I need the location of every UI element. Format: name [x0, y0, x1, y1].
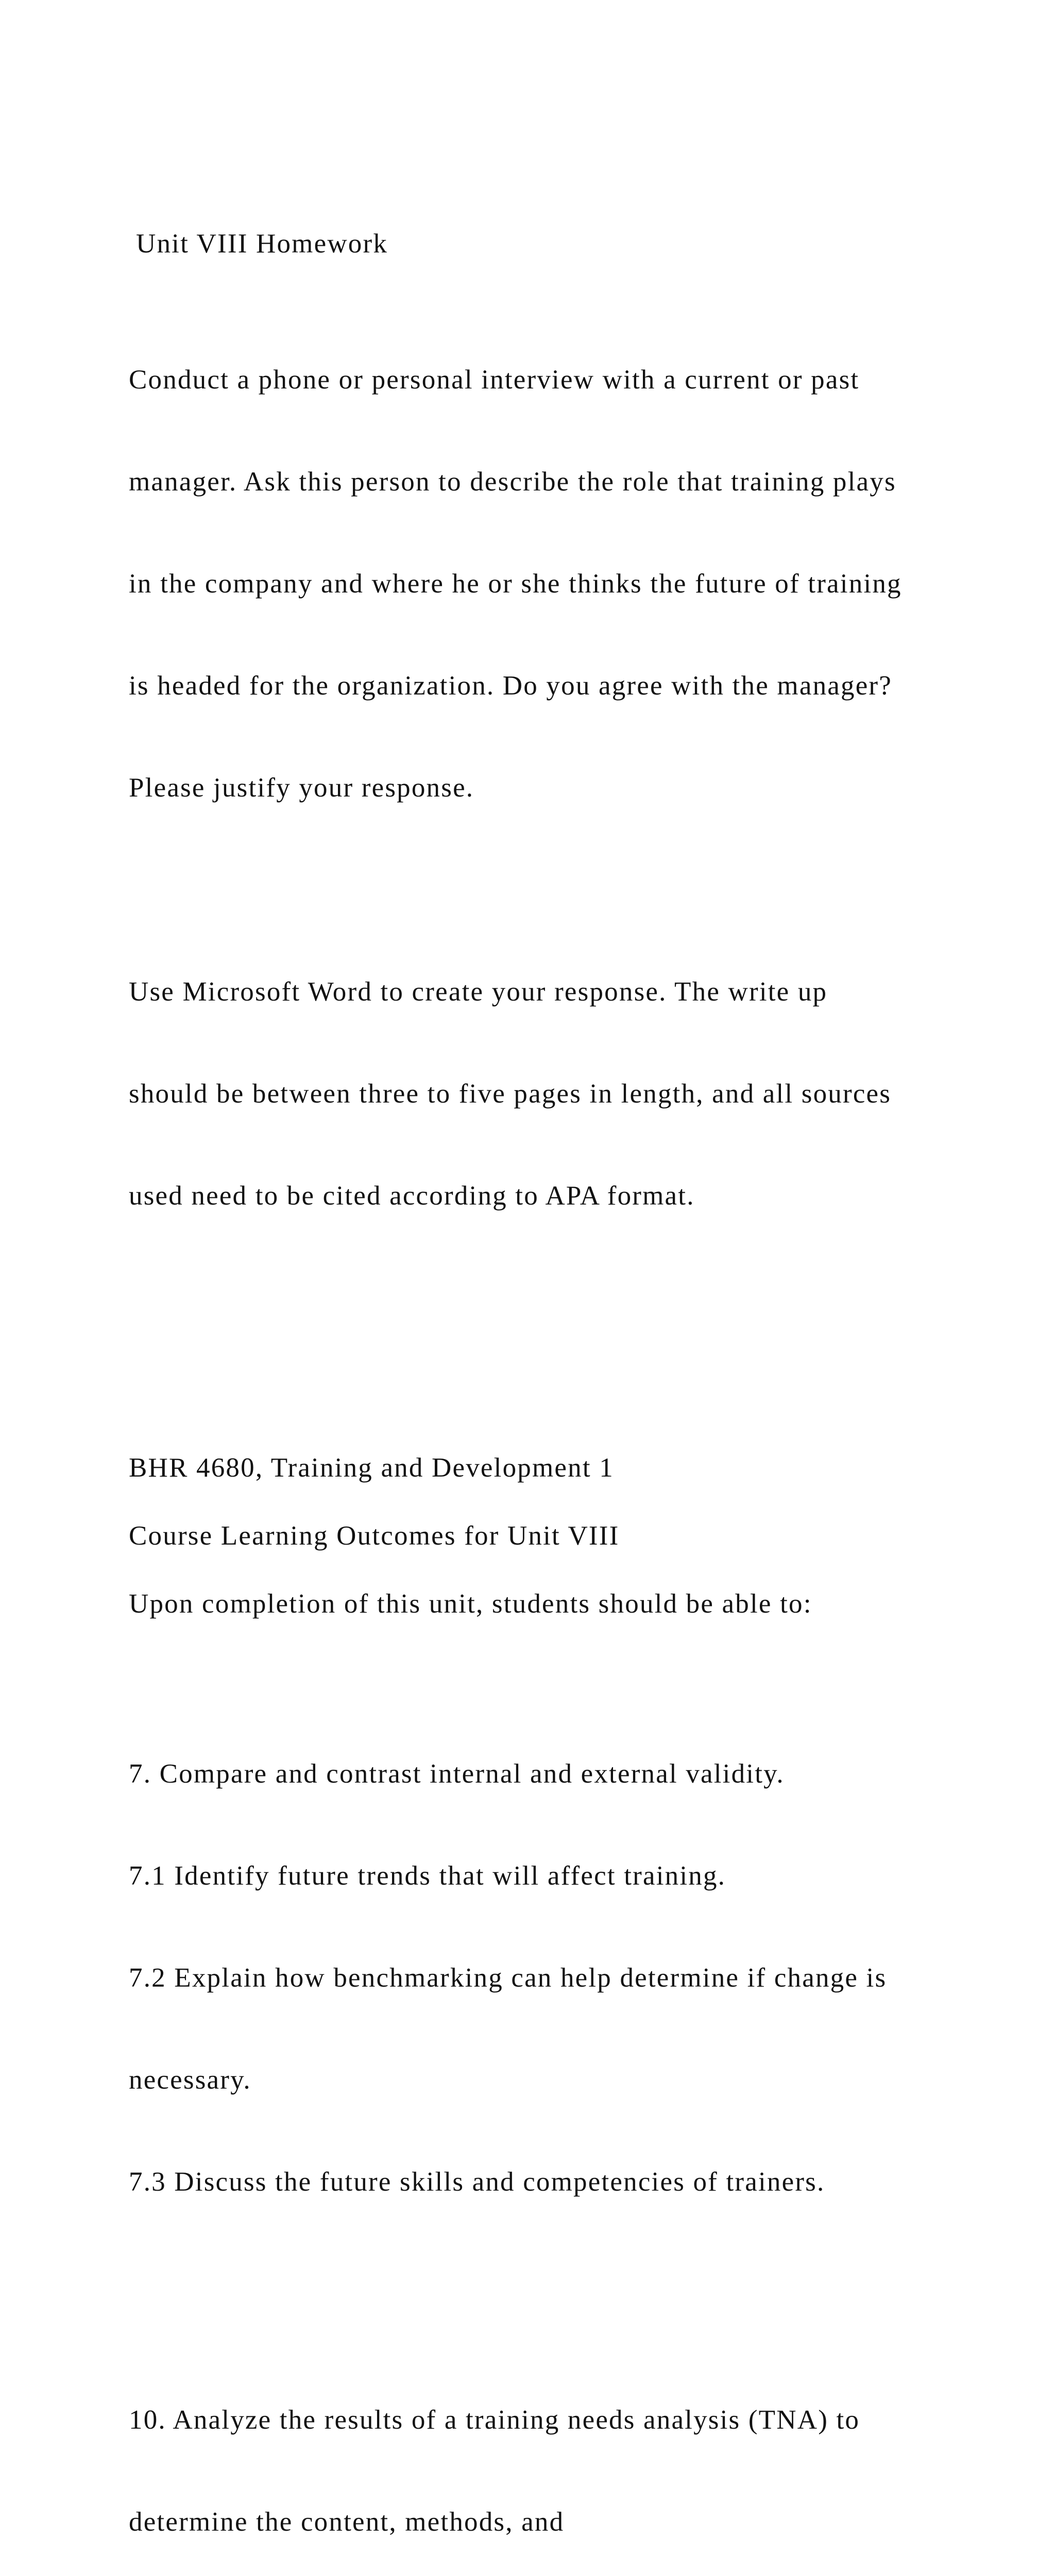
- spacer: [129, 1485, 974, 1519]
- instructions-line: used need to be cited according to APA format.: [129, 1181, 695, 1211]
- assignment-paragraph: [129, 295, 974, 873]
- assignment-line: in the company and where he or she thinks the future of training: [129, 569, 902, 599]
- outcome-7-list: [129, 1689, 974, 2267]
- outcome-item: necessary.: [129, 2065, 251, 2095]
- outcome-item: 7.2 Explain how benchmarking can help determine if change is: [129, 1963, 887, 1993]
- spacer: [129, 1281, 974, 1451]
- assignment-line: Please justify your response.: [129, 773, 474, 803]
- assignment-line: Conduct a phone or personal interview with a current or past: [129, 365, 860, 395]
- outcomes-intro: Upon completion of this unit, students should be able to:: [129, 1589, 812, 1619]
- outcome-item: 10. Analyze the results of a training needs analysis (TNA) to: [129, 2405, 860, 2435]
- outcome-10-list: [129, 2335, 974, 2576]
- outcomes-heading: Course Learning Outcomes for Unit VIII: [129, 1521, 620, 1551]
- spacer: [129, 1621, 974, 1689]
- outcome-item: 7.1 Identify future trends that will affect training.: [129, 1861, 726, 1891]
- spacer: [129, 261, 974, 295]
- instructions-line: Use Microsoft Word to create your response. The write up: [129, 977, 828, 1007]
- spacer: [129, 2267, 974, 2335]
- page-title: Unit VIII Homework: [136, 229, 388, 259]
- outcome-item: 7.3 Discuss the future skills and competencies of trainers.: [129, 2167, 825, 2197]
- spacer: [129, 1553, 974, 1587]
- instructions-paragraph: [129, 907, 974, 1281]
- assignment-line: is headed for the organization. Do you agree with the manager?: [129, 671, 892, 701]
- spacer: [129, 873, 974, 907]
- outcome-item: determine the content, methods, and: [129, 2507, 565, 2537]
- instructions-line: should be between three to five pages in length, and all sources: [129, 1079, 892, 1109]
- course-header: BHR 4680, Training and Development 1: [129, 1453, 614, 1483]
- outcome-item: 7. Compare and contrast internal and external validity.: [129, 1759, 785, 1789]
- document-body: [129, 227, 974, 2576]
- assignment-line: manager. Ask this person to describe the role that training plays: [129, 467, 896, 497]
